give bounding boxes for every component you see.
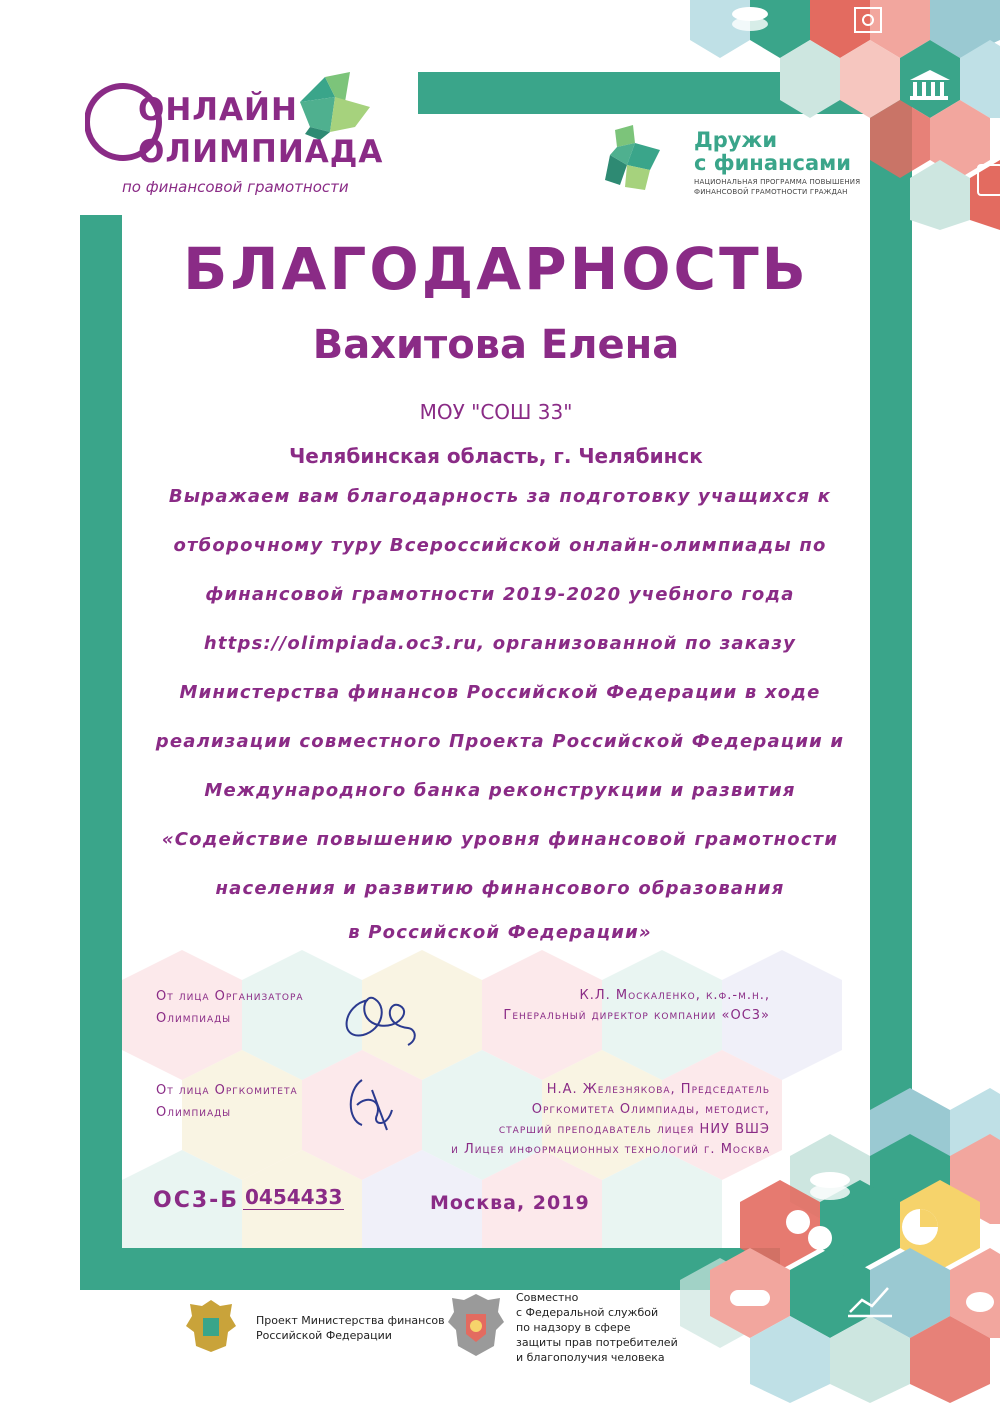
committee-signature (342, 1070, 402, 1136)
committee-label-line2: Олимпиады (156, 1105, 232, 1120)
olympiad-logo-line1: ОНЛАЙН (138, 92, 298, 128)
program-logo-title-line2: с финансами (694, 151, 851, 175)
body-line-9: населения и развитию финансового образования (215, 878, 785, 899)
body-line-8: «Содействие повышению уровня финансовой грамотности (161, 829, 839, 850)
organizer-signer (430, 986, 770, 1026)
body-line-7: Международного банка реконструкции и развития (204, 780, 796, 801)
piggy-bank-icon (966, 1292, 994, 1312)
committee-signer-line1: Н.А. Железнякова, Председатель (546, 1082, 770, 1097)
school-name: МОУ "СОШ 33" (419, 400, 573, 424)
rpn-line3: по надзору в сфере (516, 1321, 631, 1334)
minfin-caption (256, 1313, 445, 1343)
body-line-4: https://olimpiada.oc3.ru, организованной по заказу (203, 633, 797, 654)
region-city: Челябинская область, г. Челябинск (289, 444, 703, 468)
body-line-2: отборочному туру Всероссийской онлайн-олимпиады по (173, 535, 827, 556)
body-line-1: Выражаем вам благодарность за подготовку учащихся к (168, 486, 832, 507)
program-logo-sub-line1: НАЦИОНАЛЬНАЯ ПРОГРАММА ПОВЫШЕНИЯ (694, 178, 861, 186)
program-logo-sub-line2: ФИНАНСОВОЙ ГРАМОТНОСТИ ГРАЖДАН (694, 188, 848, 196)
committee-signer (400, 1080, 770, 1160)
organizer-signer-line2: Генеральный директор компании «ОС3» (503, 1008, 770, 1023)
organizer-label-line1: От лица Организатора (156, 989, 304, 1004)
olympiad-logo-line2: ОЛИМПИАДА (138, 134, 384, 170)
committee-label-line1: От лица Оргкомитета (156, 1083, 298, 1098)
rospotrebnadzor-caption (516, 1290, 678, 1365)
organizer-label (156, 986, 304, 1030)
coat-of-arms-icon (182, 1296, 240, 1356)
certificate-title: БЛАГОДАРНОСТЬ (183, 235, 809, 303)
city-year: Москва, 2019 (430, 1192, 590, 1214)
rpn-line2: с Федеральной службой (516, 1306, 659, 1319)
organizer-signature (338, 990, 428, 1052)
committee-signer-line2: Оргкомитета Олимпиады, методист, (531, 1102, 770, 1117)
program-logo-icon (605, 125, 665, 193)
olympiad-logo-subtitle: по финансовой грамотности (122, 178, 349, 196)
recipient-name: Вахитова Елена (312, 322, 680, 368)
rpn-line5: и благополучия человека (516, 1351, 665, 1364)
body-line-10: в Российской Федерации» (348, 922, 652, 943)
frame-bottom-bar (80, 1248, 780, 1290)
rpn-line1: Совместно (516, 1291, 579, 1304)
organizer-label-line2: Олимпиады (156, 1011, 232, 1026)
diploma-icon (730, 1290, 770, 1306)
body-line-3: финансовой грамотности 2019-2020 учебного года (205, 584, 795, 605)
body-line-6: реализации совместного Проекта Российской Федерации и (155, 731, 845, 752)
body-line-5: Министерства финансов Российской Федерации в ходе (179, 682, 821, 703)
committee-signer-line4: и Лицея информационных технологий г. Москва (451, 1142, 770, 1157)
certificate-code-number: 0454433 (245, 1185, 343, 1209)
minfin-caption-line2: Российской Федерации (256, 1329, 392, 1342)
rpn-line4: защиты прав потребителей (516, 1336, 678, 1349)
certificate-code-prefix: ОС3-Б (153, 1188, 240, 1213)
committee-label (156, 1080, 298, 1124)
rospotrebnadzor-emblem-icon (446, 1290, 506, 1362)
program-logo-title-line1: Дружи (694, 128, 778, 152)
minfin-caption-line1: Проект Министерства финансов (256, 1314, 445, 1327)
organizer-signer-line1: К.Л. Москаленко, к.ф.-м.н., (579, 988, 770, 1003)
pie-chart-icon (902, 1209, 938, 1245)
committee-signer-line3: старший преподаватель лицея НИУ ВШЭ (498, 1122, 770, 1137)
frame-left-bar (80, 215, 122, 1290)
